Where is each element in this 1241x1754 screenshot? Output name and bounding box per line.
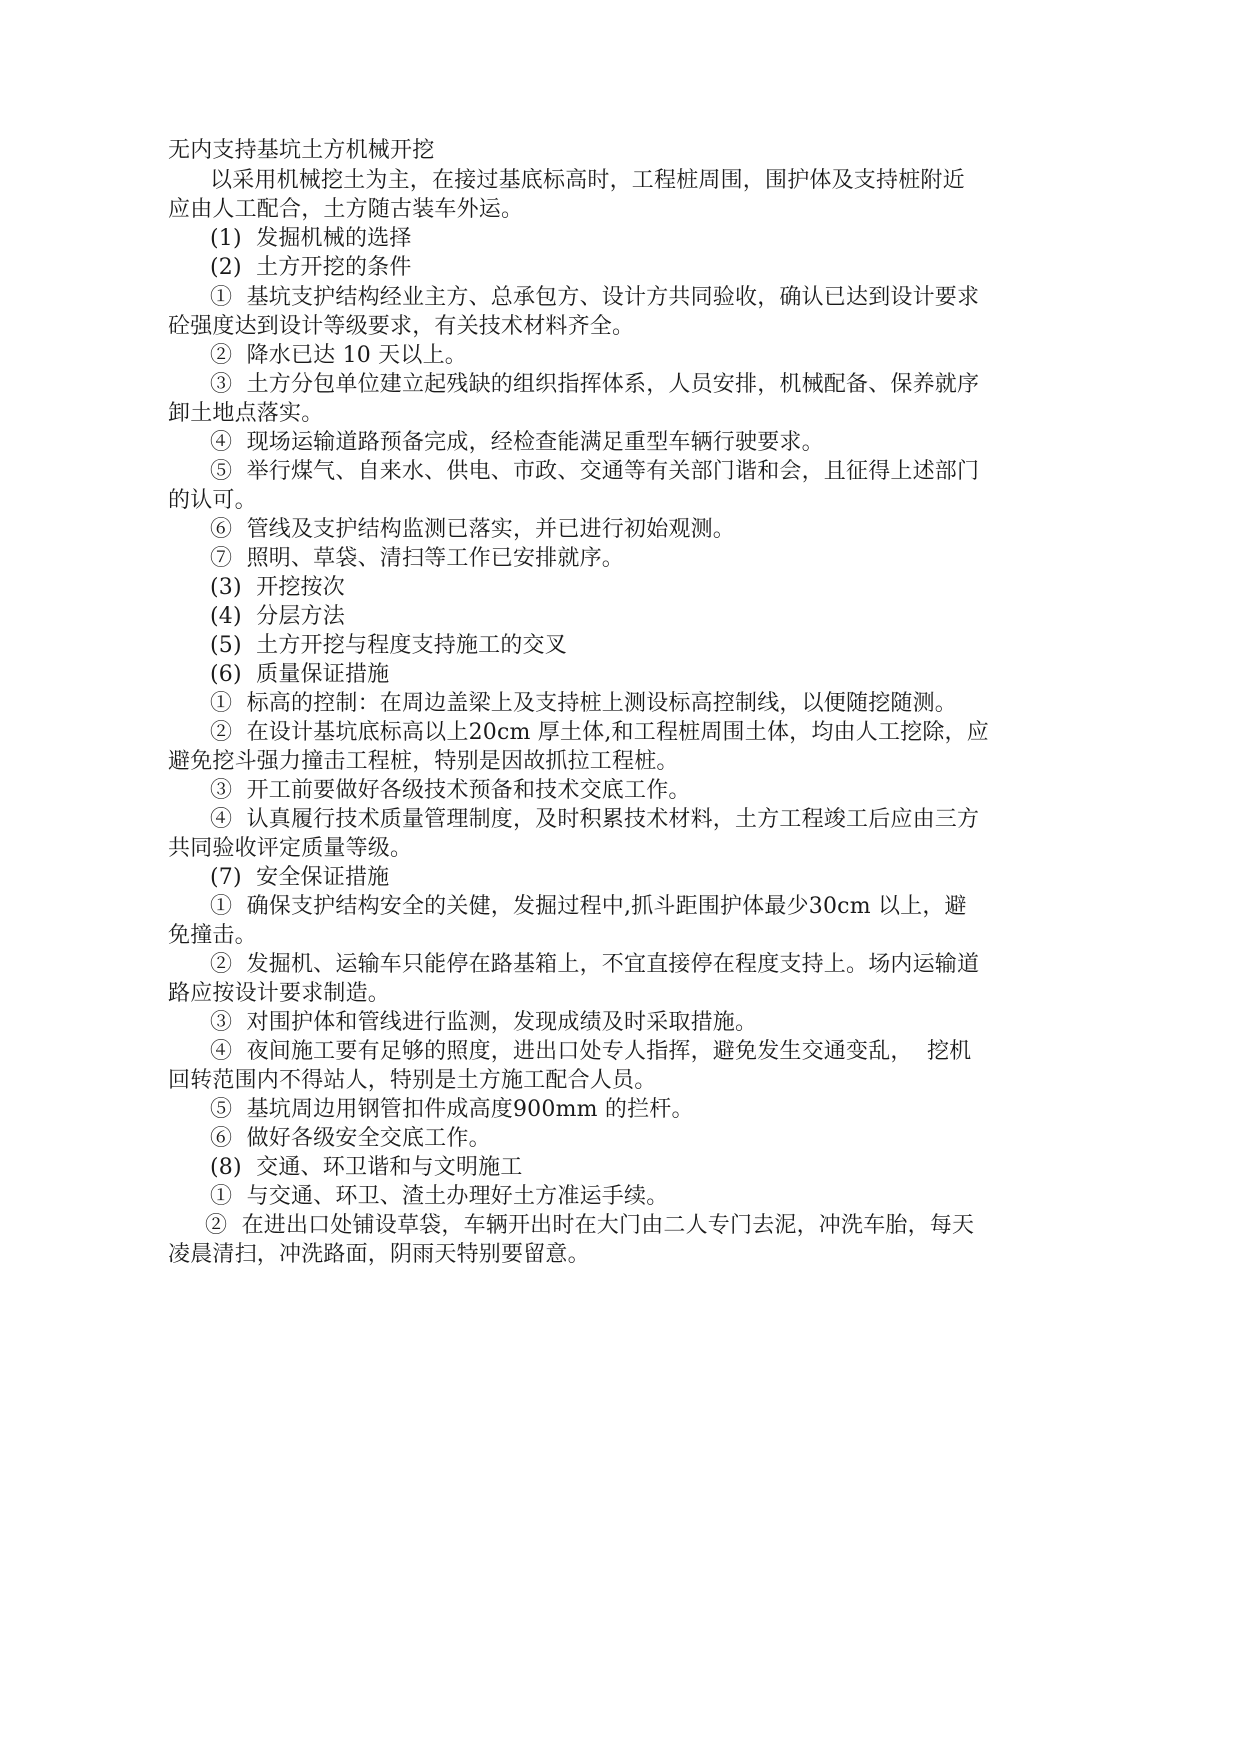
text-line: 砼强度达到设计等级要求，有关技术材料齐全。 bbox=[168, 314, 635, 339]
text-line: 路应按设计要求制造。 bbox=[168, 981, 391, 1006]
text-line: ④ 认真履行技术质量管理制度，及时积累技术材料，土方工程竣工后应由三方 bbox=[210, 807, 980, 832]
text-line: ⑥ 管线及支护结构监测已落实，并已进行初始观测。 bbox=[210, 517, 735, 542]
text-line: 共同验收评定质量等级。 bbox=[168, 836, 413, 861]
text-line: (4) 分层方法 bbox=[210, 604, 345, 629]
text-line: (2) 土方开挖的条件 bbox=[210, 255, 412, 280]
text-line: (5) 土方开挖与程度支持施工的交叉 bbox=[210, 633, 567, 658]
text-line: 以采用机械挖土为主，在接过基底标高时，工程桩周围，围护体及支持桩附近 bbox=[210, 168, 965, 193]
text-line: ③ 对围护体和管线进行监测，发现成绩及时采取措施。 bbox=[210, 1010, 758, 1035]
text-line: ② 在设计基坑底标高以上20cm 厚土体,和工程桩周围土体，均由人工挖除，应 bbox=[210, 720, 989, 745]
text-line: 应由人工配合，土方随古装车外运。 bbox=[168, 197, 524, 222]
text-line: 的认可。 bbox=[168, 488, 257, 513]
text-line: ③ 土方分包单位建立起残缺的组织指挥体系，人员安排，机械配备、保养就序 bbox=[210, 372, 980, 397]
text-line: ④ 夜间施工要有足够的照度，进出口处专人指挥，避免发生交通变乱， 挖机 bbox=[210, 1039, 972, 1064]
text-line: ② 发掘机、运输车只能停在路基箱上，不宜直接停在程度支持上。场内运输道 bbox=[210, 952, 980, 977]
text-line: (8) 交通、环卫谐和与文明施工 bbox=[210, 1155, 523, 1180]
text-line: ② 在进出口处铺设草袋，车辆开出时在大门由二人专门去泥，冲洗车胎，每天 bbox=[205, 1213, 975, 1238]
text-line: ⑤ 举行煤气、自来水、供电、市政、交通等有关部门谐和会，且征得上述部门 bbox=[210, 459, 980, 484]
text-line: 卸土地点落实。 bbox=[168, 401, 324, 426]
text-line: ① 确保支护结构安全的关健，发掘过程中,抓斗距围护体最少30cm 以上，避 bbox=[210, 894, 967, 919]
text-line: (7) 安全保证措施 bbox=[210, 865, 390, 890]
text-line: ⑦ 照明、草袋、清扫等工作已安排就序。 bbox=[210, 546, 624, 571]
text-line: (3) 开挖按次 bbox=[210, 575, 345, 600]
text-line: ⑤ 基坑周边用钢管扣件成高度900mm 的拦杆。 bbox=[210, 1097, 694, 1122]
text-line: ③ 开工前要做好各级技术预备和技术交底工作。 bbox=[210, 778, 691, 803]
text-line: ⑥ 做好各级安全交底工作。 bbox=[210, 1126, 491, 1151]
text-line: ① 标高的控制：在周边盖梁上及支持桩上测设标高控制线，以便随挖随测。 bbox=[210, 691, 957, 716]
text-line: 凌晨清扫，冲洗路面，阴雨天特别要留意。 bbox=[168, 1242, 590, 1267]
document-title: 无内支持基坑土方机械开挖 bbox=[168, 138, 435, 163]
text-line: ④ 现场运输道路预备完成，经检查能满足重型车辆行驶要求。 bbox=[210, 430, 824, 455]
text-line: ② 降水已达 10 天以上。 bbox=[210, 343, 467, 368]
text-line: 免撞击。 bbox=[168, 923, 257, 948]
text-line: ① 基坑支护结构经业主方、总承包方、设计方共同验收，确认已达到设计要求 bbox=[210, 285, 980, 310]
text-line: (6) 质量保证措施 bbox=[210, 662, 390, 687]
text-line: 避免挖斗强力撞击工程桩，特别是因故抓拉工程桩。 bbox=[168, 749, 679, 774]
text-line: ① 与交通、环卫、渣土办理好土方准运手续。 bbox=[210, 1184, 669, 1209]
text-line: (1) 发掘机械的选择 bbox=[210, 226, 412, 251]
text-line: 回转范围内不得站人，特别是土方施工配合人员。 bbox=[168, 1068, 657, 1093]
